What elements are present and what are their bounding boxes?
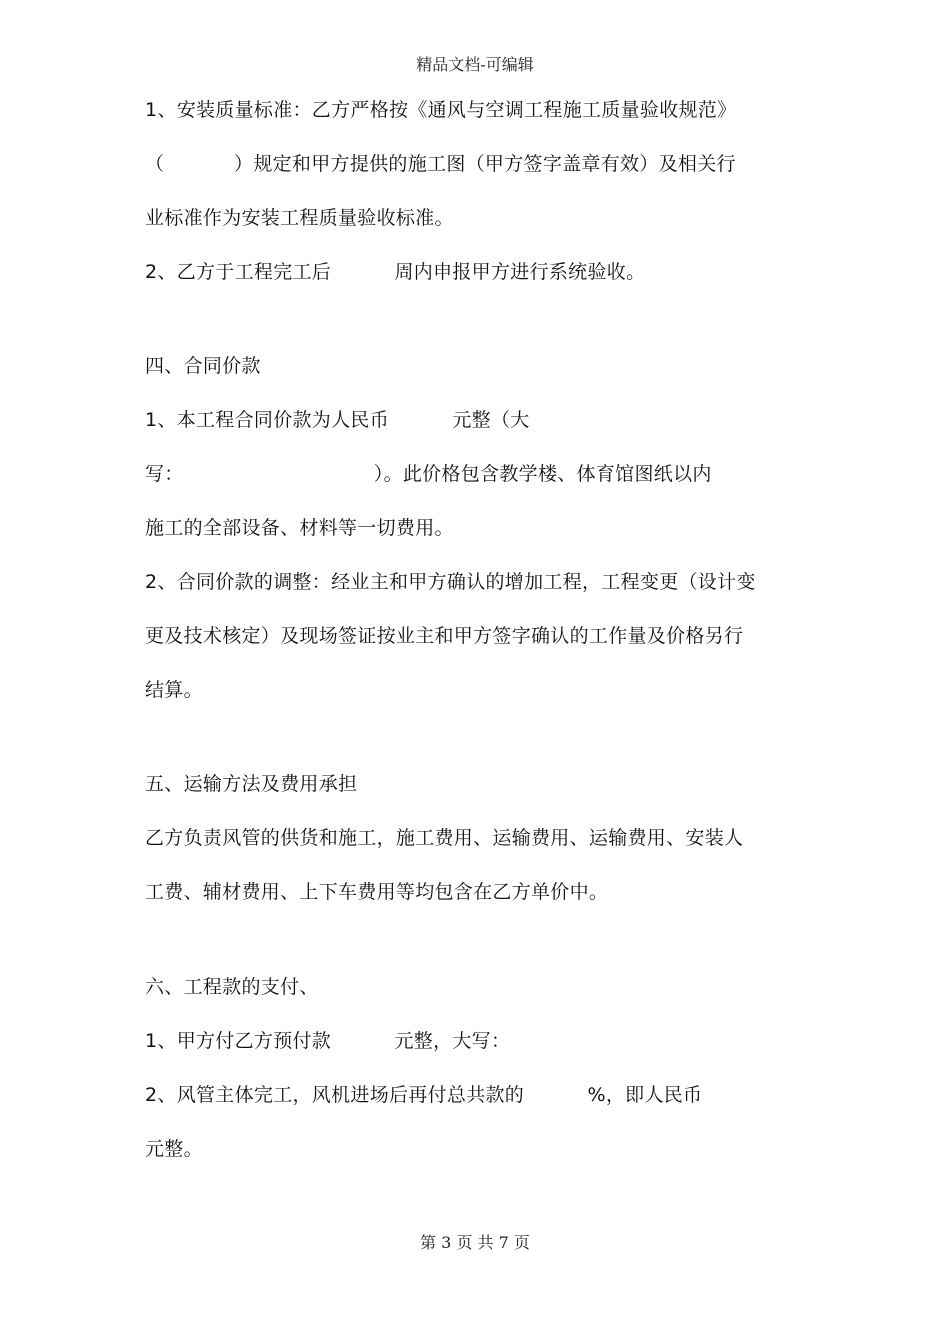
section-heading: 四、合同价款 <box>145 355 261 377</box>
text-line: 2、风管主体完工，风机进场后再付总共款的 %，即人民币 <box>145 1084 703 1106</box>
text-line: 写： ）。此价格包含教学楼、体育馆图纸以内 <box>145 463 712 485</box>
text-line: 2、合同价款的调整：经业主和甲方确认的增加工程，工程变更（设计变 <box>145 571 756 593</box>
text-line: 元整。 <box>145 1138 203 1160</box>
text-line: 1、甲方付乙方预付款 元整，大写： <box>145 1030 511 1052</box>
text-line: 1、本工程合同价款为人民币 元整（大 <box>145 409 530 431</box>
page-footer: 第 3 页 共 7 页 <box>420 1233 530 1252</box>
text-line: 1、安装质量标准：乙方严格按《通风与空调工程施工质量验收规范》 <box>145 99 737 121</box>
text-line: 施工的全部设备、材料等一切费用。 <box>145 517 454 539</box>
page-header: 精品文档-可编辑 <box>416 55 534 74</box>
section-heading: 五、运输方法及费用承担 <box>145 773 358 795</box>
text-line: 2、乙方于工程完工后 周内申报甲方进行系统验收。 <box>145 261 646 283</box>
text-line: 业标准作为安装工程质量验收标准。 <box>145 207 454 229</box>
text-line: 乙方负责风管的供货和施工，施工费用、运输费用、运输费用、安装人 <box>145 827 744 849</box>
section-heading: 六、工程款的支付、 <box>145 976 319 998</box>
text-line: 工费、辅材费用、上下车费用等均包含在乙方单价中。 <box>145 881 609 903</box>
text-line: （ ）规定和甲方提供的施工图（甲方签字盖章有效）及相关行 <box>145 153 736 175</box>
text-line: 结算。 <box>145 679 203 701</box>
text-line: 更及技术核定）及现场签证按业主和甲方签字确认的工作量及价格另行 <box>145 625 744 647</box>
